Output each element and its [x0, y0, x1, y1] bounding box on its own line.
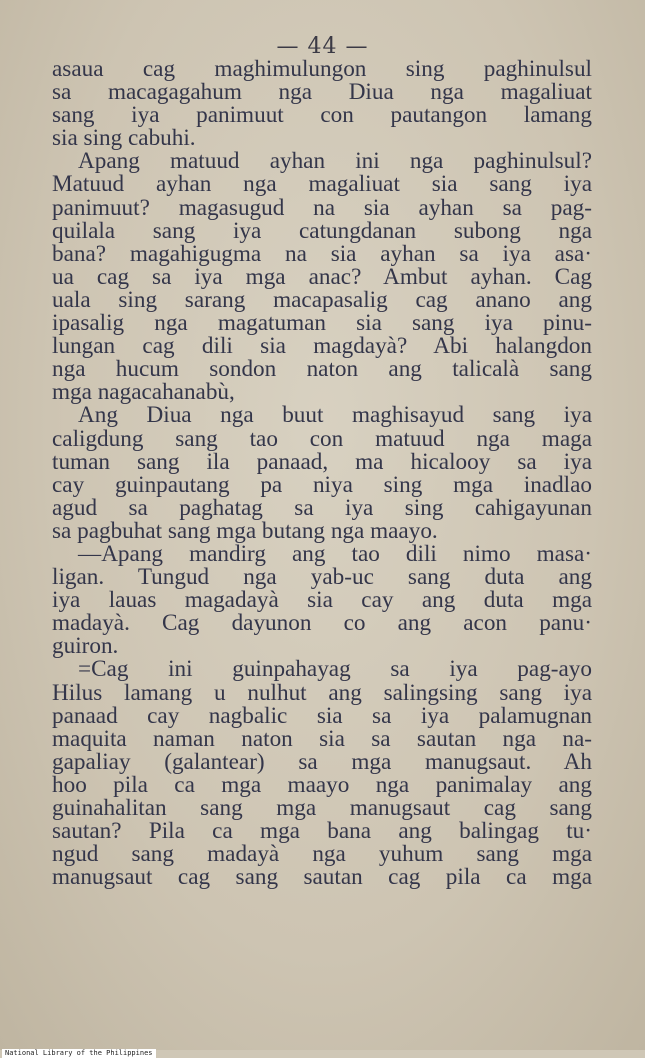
text-line: asaua cag maghimulungon sing paghinulsul: [52, 58, 592, 82]
page-number: — 44 —: [276, 34, 369, 59]
text-line: ua cag sa iya mga anac? Ambut ayhan. Cag: [52, 265, 592, 289]
text-line: sa pagbuhat sang mga butang nga maayo.: [52, 519, 438, 543]
text-line: uala sing sarang macapasalig cag anano ang: [52, 288, 592, 313]
text-line: guiron.: [52, 635, 119, 659]
text-line: Apang matuud ayhan ini nga paghinulsul?: [78, 150, 592, 174]
text-line: manugsaut cag sang sautan cag pila ca mga: [52, 866, 592, 890]
text-line: lungan cag dili sia magdayà? Abi halangdon: [52, 335, 592, 359]
text-line: cay guinpautang pa niya sing mga inadlao: [52, 473, 592, 497]
text-line: sautan? Pila ca mga bana ang balingag tu·: [52, 820, 592, 844]
text-line: =Cag ini guinpahayag sa iya pag-ayo: [78, 658, 592, 682]
text-line: nga hucum sondon naton ang talicalà sang: [52, 358, 592, 382]
text-line: iya lauas magadayà sia cay ang duta mga: [52, 589, 592, 613]
text-line: Matuud ayhan nga magaliuat sia sang iya: [52, 173, 592, 197]
text-line: madayà. Cag dayunon co ang acon panu·: [52, 612, 592, 636]
text-line: sa macagagahum nga Diua nga magaliuat: [52, 81, 592, 105]
body-text: [52, 58, 592, 889]
text-line: tuman sang ila panaad, ma hicalooy sa iya: [52, 450, 592, 474]
text-line: ipasalig nga magatuman sia sang iya pinu-: [52, 312, 592, 336]
text-line: quilala sang iya catungdanan subong nga: [52, 219, 592, 243]
text-line: Ang Diua nga buut maghisayud sang iya: [78, 404, 592, 428]
text-line: bana? magahigugma na sia ayhan sa iya asa·: [52, 242, 592, 266]
text-line: panimuut? magasugud na sia ayhan sa pag-: [52, 196, 592, 220]
text-line: —Apang mandirg ang tao dili nimo masa·: [78, 542, 592, 567]
text-line: maquita naman naton sia sa sautan nga na-: [52, 727, 592, 751]
text-line: panaad cay nagbalic sia sa iya palamugnan: [52, 704, 592, 728]
text-line: mga nagacahanabù,: [52, 381, 235, 405]
text-line: agud sa paghatag sa iya sing cahigayunan: [52, 496, 592, 520]
text-line: gapaliay (galantear) sa mga manugsaut. Ah: [52, 750, 592, 774]
text-line: hoo pila ca mga maayo nga panimalay ang: [52, 773, 592, 797]
text-line: sang iya panimuut con pautangon lamang: [52, 104, 592, 128]
text-line: ngud sang madayà nga yuhum sang mga: [52, 843, 592, 867]
text-line: ligan. Tungud nga yab-uc sang duta ang: [52, 566, 592, 590]
text-line: Hilus lamang u nulhut ang salingsing sang iya: [52, 681, 592, 705]
text-line: guinahalitan sang mga manugsaut cag sang: [52, 797, 592, 821]
text-line: caligdung sang tao con matuud nga maga: [52, 427, 592, 451]
text-line: sia sing cabuhi.: [52, 127, 196, 151]
library-footer: National Library of the Philippines: [2, 1049, 156, 1058]
